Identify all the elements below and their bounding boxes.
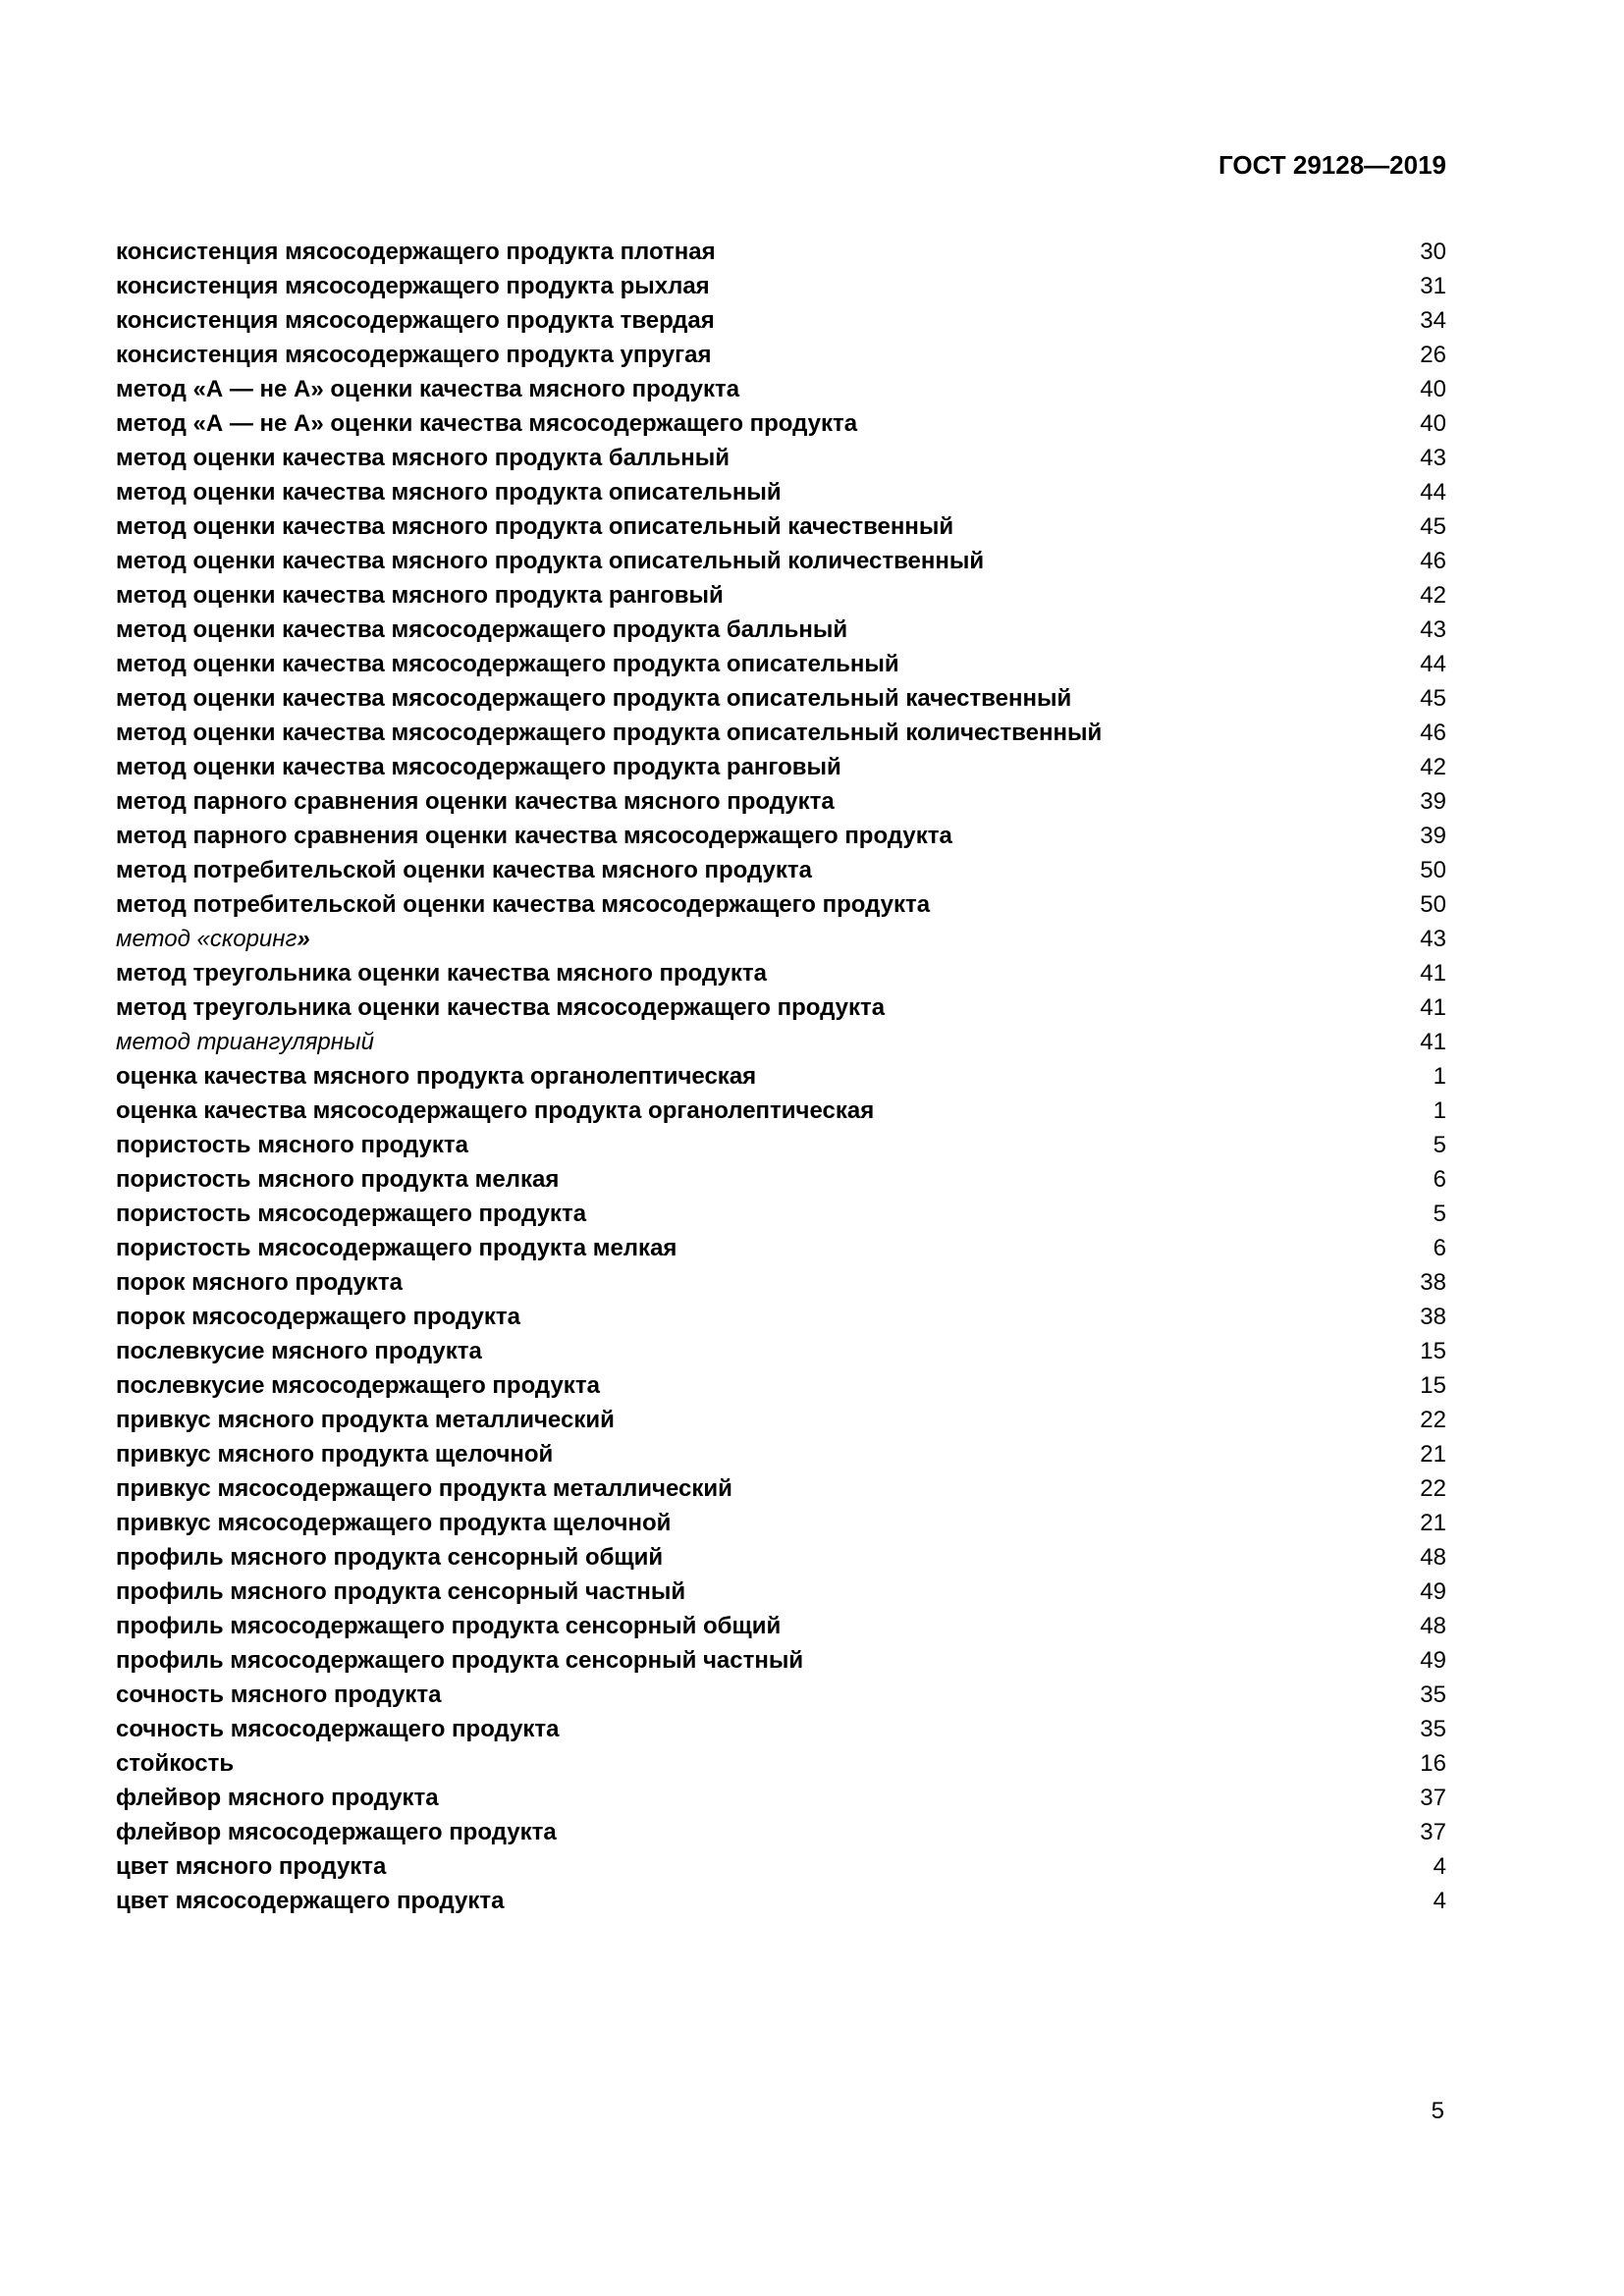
index-entry xyxy=(116,1712,1446,1746)
index-term-number: 41 xyxy=(1420,960,1446,987)
index-term-number: 4 xyxy=(1433,1853,1446,1880)
index-term-number: 15 xyxy=(1420,1372,1446,1399)
index-term xyxy=(116,1884,504,1918)
index-term xyxy=(116,1300,520,1334)
index-term-number: 1 xyxy=(1433,1063,1446,1090)
index-term-number: 35 xyxy=(1420,1682,1446,1708)
index-term-number: 45 xyxy=(1420,513,1446,540)
index-term xyxy=(116,784,835,819)
index-entry xyxy=(116,509,1446,544)
index-term xyxy=(116,956,767,990)
index-term-text: метод триангулярный xyxy=(116,1029,374,1055)
index-term-number: 43 xyxy=(1420,616,1446,643)
index-term-number: 42 xyxy=(1420,582,1446,609)
index-entry xyxy=(116,544,1446,578)
index-term-number: 43 xyxy=(1420,445,1446,471)
index-term-text: метод оценки качества мясного продукта описательный качественный xyxy=(116,513,954,540)
index-term xyxy=(116,338,711,372)
index-entry xyxy=(116,990,1446,1025)
index-term-text: привкус мясосодержащего продукта металлический xyxy=(116,1475,732,1502)
index-term xyxy=(116,853,812,887)
index-term-text: пористость мясосодержащего продукта xyxy=(116,1201,587,1227)
index-term xyxy=(116,269,710,303)
index-term-text: флейвор мясосодержащего продукта xyxy=(116,1819,557,1845)
index-term-text: цвет мясного продукта xyxy=(116,1853,387,1880)
index-term xyxy=(116,1162,559,1197)
index-term-text: оценка качества мясного продукта органолептическая xyxy=(116,1063,757,1090)
index-term-text: метод оценки качества мясного продукта ранговый xyxy=(116,582,724,609)
index-term-number: 38 xyxy=(1420,1269,1446,1296)
index-entry xyxy=(116,1059,1446,1094)
index-entry xyxy=(116,1471,1446,1506)
index-entry xyxy=(116,1265,1446,1300)
index-term-number: 44 xyxy=(1420,651,1446,677)
index-term xyxy=(116,1506,671,1540)
index-term xyxy=(116,406,857,441)
index-term-number: 16 xyxy=(1420,1750,1446,1777)
index-term-text: метод треугольника оценки качества мясосодержащего продукта xyxy=(116,994,886,1021)
index-term-number: 6 xyxy=(1433,1235,1446,1261)
index-term-number: 48 xyxy=(1420,1613,1446,1639)
index-term-number: 50 xyxy=(1420,891,1446,918)
index-term-number: 44 xyxy=(1420,479,1446,506)
index-term xyxy=(116,647,899,681)
index-term xyxy=(116,1368,600,1403)
index-entry xyxy=(116,613,1446,647)
index-term-text: цвет мясосодержащего продукта xyxy=(116,1888,505,1914)
index-term-text: привкус мясного продукта металлический xyxy=(116,1407,615,1433)
index-term xyxy=(116,303,715,338)
index-term-number: 6 xyxy=(1433,1166,1446,1193)
index-term-number: 49 xyxy=(1420,1647,1446,1674)
index-entry xyxy=(116,853,1446,887)
index-term-text: порок мясосодержащего продукта xyxy=(116,1304,520,1330)
index-term xyxy=(116,716,1102,750)
index-term-text: привкус мясного продукта щелочной xyxy=(116,1441,554,1468)
index-entry xyxy=(116,235,1446,269)
index-term-text: профиль мясного продукта сенсорный частный xyxy=(116,1578,686,1605)
index-term-number: 21 xyxy=(1420,1510,1446,1536)
index-term xyxy=(116,441,730,475)
index-term-number: 1 xyxy=(1433,1097,1446,1124)
index-term-text: метод оценки качества мясосодержащего продукта описательный количественный xyxy=(116,720,1103,746)
index-term-text: метод «скоринг xyxy=(116,926,298,952)
index-term xyxy=(116,1059,756,1094)
index-term-number: 37 xyxy=(1420,1819,1446,1845)
index-entry xyxy=(116,647,1446,681)
index-term-text: метод оценки качества мясного продукта описательный xyxy=(116,479,782,506)
index-term-text: флейвор мясного продукта xyxy=(116,1785,439,1811)
index-term-number: 45 xyxy=(1420,685,1446,712)
index-term xyxy=(116,1678,441,1712)
index-entry xyxy=(116,578,1446,613)
index-entry xyxy=(116,1162,1446,1197)
index-term xyxy=(116,1643,803,1678)
index-term-text: привкус мясосодержащего продукта щелочной xyxy=(116,1510,672,1536)
index-entry xyxy=(116,1884,1446,1918)
index-term xyxy=(116,1815,557,1849)
index-term-text: метод потребительской оценки качества мясосодержащего продукта xyxy=(116,891,931,918)
index-entry xyxy=(116,1128,1446,1162)
index-term-number: 34 xyxy=(1420,307,1446,334)
index-term-number: 5 xyxy=(1433,1132,1446,1158)
index-entry xyxy=(116,784,1446,819)
index-term xyxy=(116,1746,234,1781)
index-term-number: 40 xyxy=(1420,376,1446,402)
index-entry xyxy=(116,1609,1446,1643)
index-entry xyxy=(116,750,1446,784)
index-term-number: 21 xyxy=(1420,1441,1446,1468)
index-term-text: консистенция мясосодержащего продукта рыхлая xyxy=(116,273,710,299)
index-entry xyxy=(116,1575,1446,1609)
index-term xyxy=(116,1128,468,1162)
index-term xyxy=(116,1197,586,1231)
index-entry xyxy=(116,1197,1446,1231)
index-term-text: стойкость xyxy=(116,1750,235,1777)
index-entry xyxy=(116,1506,1446,1540)
index-entry xyxy=(116,1334,1446,1368)
index-term-number: 26 xyxy=(1420,342,1446,368)
index-term-number: 43 xyxy=(1420,926,1446,952)
index-entry xyxy=(116,1094,1446,1128)
page-number: 5 xyxy=(1431,2098,1444,2124)
index-term-number: 39 xyxy=(1420,788,1446,815)
index-term-number: 48 xyxy=(1420,1544,1446,1571)
index-term xyxy=(116,1575,685,1609)
document-header: ГОСТ 29128—2019 xyxy=(1218,150,1446,180)
index-term-text: профиль мясосодержащего продукта сенсорный общий xyxy=(116,1613,782,1639)
index-term-text: метод оценки качества мясного продукта балльный xyxy=(116,445,731,471)
index-term-text: метод парного сравнения оценки качества мясного продукта xyxy=(116,788,835,815)
index-term xyxy=(116,509,953,544)
index-entry xyxy=(116,372,1446,406)
index-term xyxy=(116,235,716,269)
index-term-number: 37 xyxy=(1420,1785,1446,1811)
index-term-text: метод оценки качества мясосодержащего продукта описательный качественный xyxy=(116,685,1072,712)
index-term-number: 42 xyxy=(1420,754,1446,780)
index-entry xyxy=(116,303,1446,338)
index-term xyxy=(116,1540,663,1575)
index-term-closing-quote: » xyxy=(297,926,310,952)
index-term xyxy=(116,1437,553,1471)
index-entry xyxy=(116,1540,1446,1575)
index-term xyxy=(116,1025,374,1059)
index-term-text: метод оценки качества мясосодержащего продукта ранговый xyxy=(116,754,841,780)
index-term xyxy=(116,750,841,784)
index-entry xyxy=(116,1300,1446,1334)
index-entry xyxy=(116,1368,1446,1403)
index-term xyxy=(116,372,739,406)
index-term-number: 30 xyxy=(1420,239,1446,265)
index-entry xyxy=(116,819,1446,853)
alphabetical-index xyxy=(116,235,1446,1918)
index-entry xyxy=(116,1231,1446,1265)
index-term xyxy=(116,1403,615,1437)
index-term-text: метод «А — не А» оценки качества мясосодержащего продукта xyxy=(116,410,858,437)
index-term xyxy=(116,922,310,956)
index-term-number: 22 xyxy=(1420,1407,1446,1433)
index-term-number: 41 xyxy=(1420,994,1446,1021)
index-entry xyxy=(116,1781,1446,1815)
index-term-text: метод «А — не А» оценки качества мясного продукта xyxy=(116,376,740,402)
index-term-text: оценка качества мясосодержащего продукта органолептическая xyxy=(116,1097,875,1124)
index-term-number: 46 xyxy=(1420,548,1446,574)
index-term-text: консистенция мясосодержащего продукта твердая xyxy=(116,307,715,334)
index-entry xyxy=(116,1403,1446,1437)
index-term xyxy=(116,613,847,647)
index-term xyxy=(116,819,952,853)
index-term xyxy=(116,1609,781,1643)
index-term xyxy=(116,1231,677,1265)
index-term-text: сочность мясного продукта xyxy=(116,1682,442,1708)
index-term-number: 49 xyxy=(1420,1578,1446,1605)
index-term-number: 4 xyxy=(1433,1888,1446,1914)
index-term-number: 5 xyxy=(1433,1201,1446,1227)
index-term-text: метод потребительской оценки качества мясного продукта xyxy=(116,857,813,883)
index-term-number: 38 xyxy=(1420,1304,1446,1330)
index-term-text: консистенция мясосодержащего продукта упругая xyxy=(116,342,712,368)
index-term xyxy=(116,1712,560,1746)
index-term-text: профиль мясного продукта сенсорный общий xyxy=(116,1544,664,1571)
index-term-number: 46 xyxy=(1420,720,1446,746)
index-term-number: 50 xyxy=(1420,857,1446,883)
index-term-number: 22 xyxy=(1420,1475,1446,1502)
index-entry xyxy=(116,1643,1446,1678)
index-term-text: метод оценки качества мясного продукта описательный количественный xyxy=(116,548,985,574)
index-term-text: метод треугольника оценки качества мясного продукта xyxy=(116,960,768,987)
index-term xyxy=(116,1781,439,1815)
index-term xyxy=(116,544,984,578)
index-entry xyxy=(116,1815,1446,1849)
index-term xyxy=(116,1265,403,1300)
index-term-number: 31 xyxy=(1420,273,1446,299)
index-entry xyxy=(116,1849,1446,1884)
index-entry xyxy=(116,887,1446,922)
index-term-text: метод оценки качества мясосодержащего продукта описательный xyxy=(116,651,899,677)
index-entry xyxy=(116,1025,1446,1059)
index-term-number: 39 xyxy=(1420,823,1446,849)
index-term xyxy=(116,475,782,509)
index-term xyxy=(116,1471,732,1506)
index-entry xyxy=(116,475,1446,509)
index-term-text: пористость мясного продукта xyxy=(116,1132,468,1158)
index-term-text: метод парного сравнения оценки качества мясосодержащего продукта xyxy=(116,823,952,849)
index-entry xyxy=(116,681,1446,716)
index-entry xyxy=(116,1678,1446,1712)
index-entry xyxy=(116,956,1446,990)
index-term-number: 40 xyxy=(1420,410,1446,437)
index-entry xyxy=(116,716,1446,750)
index-term xyxy=(116,1334,482,1368)
index-term-text: метод оценки качества мясосодержащего продукта балльный xyxy=(116,616,848,643)
index-entry xyxy=(116,338,1446,372)
index-entry xyxy=(116,1746,1446,1781)
index-entry xyxy=(116,441,1446,475)
index-term xyxy=(116,1094,874,1128)
index-term-number: 35 xyxy=(1420,1716,1446,1742)
index-term xyxy=(116,681,1071,716)
index-entry xyxy=(116,1437,1446,1471)
index-term-text: сочность мясосодержащего продукта xyxy=(116,1716,560,1742)
index-term-text: послевкусие мясного продукта xyxy=(116,1338,482,1364)
index-term-text: профиль мясосодержащего продукта сенсорный частный xyxy=(116,1647,804,1674)
index-term-text: пористость мясосодержащего продукта мелкая xyxy=(116,1235,677,1261)
index-term-number: 15 xyxy=(1420,1338,1446,1364)
index-entry xyxy=(116,269,1446,303)
index-term xyxy=(116,990,885,1025)
index-term-text: порок мясного продукта xyxy=(116,1269,403,1296)
index-term xyxy=(116,578,724,613)
index-term-text: консистенция мясосодержащего продукта плотная xyxy=(116,239,716,265)
index-term-number: 41 xyxy=(1420,1029,1446,1055)
index-term xyxy=(116,887,930,922)
index-term xyxy=(116,1849,386,1884)
index-entry xyxy=(116,922,1446,956)
index-entry xyxy=(116,406,1446,441)
index-term-text: пористость мясного продукта мелкая xyxy=(116,1166,560,1193)
index-term-text: послевкусие мясосодержащего продукта xyxy=(116,1372,600,1399)
